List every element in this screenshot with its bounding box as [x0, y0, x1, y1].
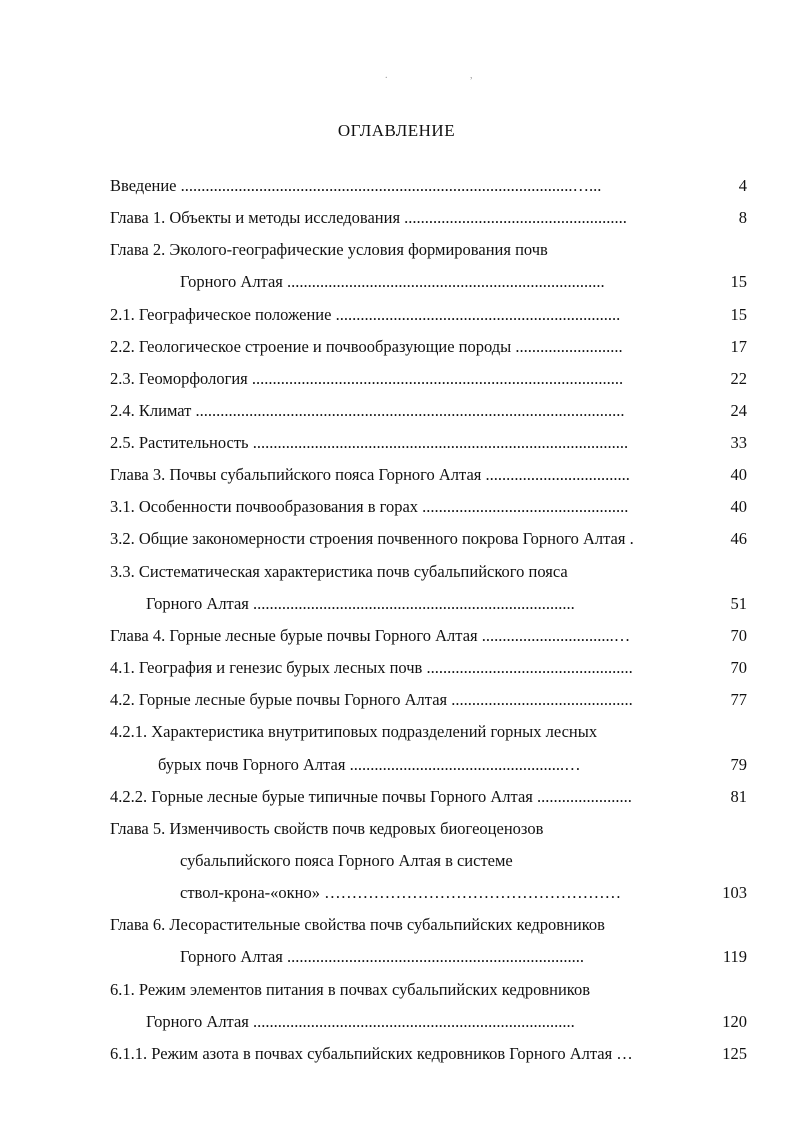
toc-page-number: 33: [730, 433, 747, 452]
toc-page-number: 120: [722, 1012, 747, 1031]
toc-page-number: 4: [738, 176, 747, 195]
toc-page-number: 40: [730, 497, 747, 516]
toc-page-number: 40: [730, 465, 747, 484]
toc-page-number: 24: [730, 401, 747, 420]
toc-page-number: 119: [722, 947, 747, 966]
toc-page-number: 15: [730, 305, 747, 324]
scan-specks: . ,: [385, 70, 513, 81]
toc-page-number: 51: [730, 594, 747, 613]
toc-page-number: 79: [730, 755, 747, 774]
toc-page-number: 70: [730, 626, 747, 645]
toc-page-number: 17: [730, 337, 747, 356]
toc-page-number: 46: [730, 529, 747, 548]
toc-page-number: 70: [730, 658, 747, 677]
toc-page-number: 8: [738, 208, 747, 227]
toc-page-number: 77: [730, 690, 747, 709]
page: . , ОГЛАВЛЕНИЕ Введение ...............................................................................................…... 4 Глава 1. Объекты и методы исследования ...................................................... 8 Глава 2. Эколого-географические условия формирования почв Горного Алтая ............................................................................. 15 2.1. Географическое положение ..................................................................... 15 2.2. Геологическое строение и почвообразующие породы .......................... 17 2.3. Геоморфология .......................................................................................... 22 2.4. Климат ........................................................................................................ 24 2.5. Растительность ........................................................................................... 33 Глава 3. Почвы субальпийского пояса Горного Алтая ................................... 40 3.1. Особенности почвообразования в горах .................................................. 40 3.2. Общие закономерности строения почвенного покрова Горного Алтая . 46 3.3. Систематическая характеристика почв субальпийского пояса Горного Алтая .............................................................................. 51 Глава 4. Горные лесные бурые почвы Горного Алтая ................................… 70 4.1. География и генезис бурых лесных почв .................................................. 70 4.2. Горные лесные бурые почвы Горного Алтая ............................................ 77 4.2.1. Характеристика внутритиповых подразделений горных лесных бурых почв Горного Алтая ....................................................… 79 4.2.2. Горные лесные бурые типичные почвы Горного Алтая ....................... 81 Глава 5. Изменчивость свойств почв кедровых биогеоценозов субальпийского пояса Горного Алтая в системе ствол-крона-«окно» ……………………………………………… 103 Глава 6. Лесорастительные свойства почв субальпийских кедровников Горного Алтая ........................................................................ 119 6.1. Режим элементов питания в почвах субальпийских кедровников Горного Алтая .............................................................................. 120 6.1.1. Режим азота в почвах субальпийских кедровников Горного Алтая … 125: [0, 0, 793, 1122]
toc-page-number: 81: [730, 787, 747, 806]
toc-page-number: 22: [730, 369, 747, 388]
toc-title: ОГЛАВЛЕНИЕ: [337, 121, 456, 140]
toc-page-number: 15: [730, 272, 747, 291]
toc-page-number: 125: [722, 1044, 747, 1063]
toc-page-number: 103: [722, 883, 747, 902]
